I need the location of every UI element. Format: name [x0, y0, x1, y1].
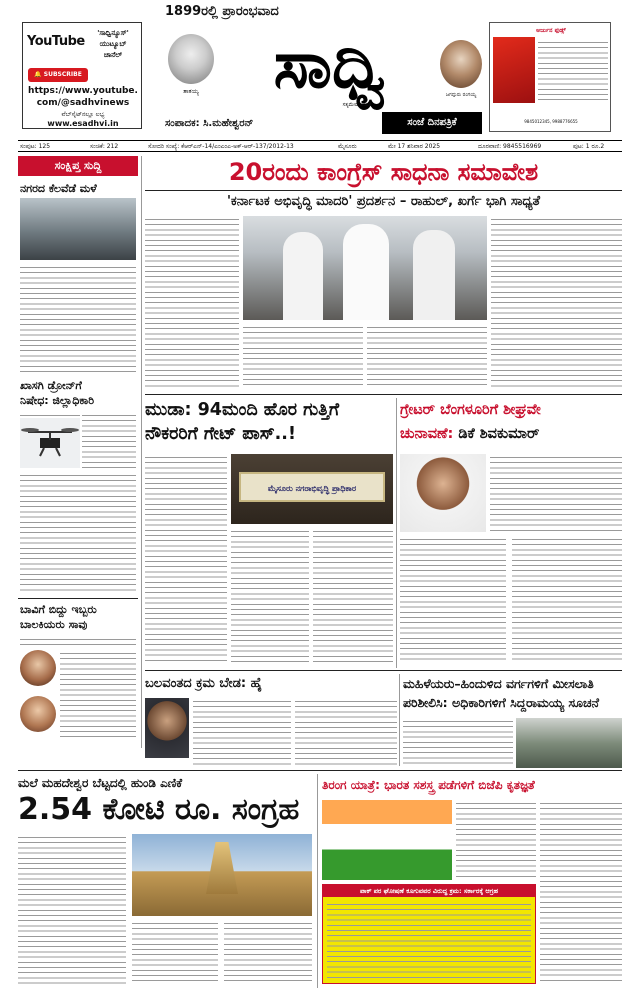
- evening-label: ಸಂಜೆ ದಿನಪತ್ರಿಕೆ: [407, 117, 457, 128]
- sidebar-story-3-lead: [20, 636, 136, 648]
- tiranga-text-col-3: [540, 800, 622, 984]
- flag-label: ಸತ್ಯಮೇವ ಜಯತೆ: [342, 102, 372, 108]
- tiranga-headline: ತಿರಂಗ ಯಾತ್ರೆ: ಭಾರತ ಸಶಸ್ತ್ರ ಪಡೆಗಳಿಗೆ ಬಿಜೆಪಿ ಕೃತಜ್ಞತೆ: [322, 778, 535, 792]
- promo-line-2: ಯುಟ್ಯೂಬ್: [99, 40, 127, 48]
- greater-text-col-2: [512, 536, 622, 664]
- hundi-headline-2: 2.54 ಕೋಟಿ ರೂ. ಸಂಗ್ರಹ: [18, 792, 300, 827]
- evening-banner: [382, 112, 482, 134]
- muda-story: [145, 398, 393, 668]
- volume: ಸಂಪುಟ: 125: [20, 143, 51, 150]
- bottom-rule: [18, 770, 622, 771]
- web-url[interactable]: www.esadhvi.in: [47, 119, 119, 128]
- sidebar-story-2-lead: [20, 412, 80, 416]
- lead-photo-figure-1: [283, 232, 323, 320]
- sidebar-story-2-title-line-2: ನಿಷೇಧ: ಜಿಲ್ಲಾಧಿಕಾರಿ: [20, 394, 94, 407]
- lead-text-col-4: [491, 216, 622, 388]
- muda-headline: [145, 398, 393, 448]
- issue: ಸಂಚಿಕೆ: 212: [90, 143, 119, 150]
- hundi-text-col-2: [132, 920, 218, 984]
- hc-rule: [399, 674, 400, 766]
- editor-line: ಸಂಪಾದಕ: ಸಿ.ಮಹೇಶ್ವರನ್: [165, 118, 254, 129]
- youtube-url[interactable]: [25, 85, 141, 109]
- youtube-logo-text: YouTube: [27, 34, 85, 49]
- women-headline-line-2: ಪರಿಶೀಲಿಸಿ: ಅಧಿಕಾರಿಗಳಿಗೆ ಸಿದ್ದರಾಮಯ್ಯ ಸೂಚನೆ: [403, 695, 599, 710]
- hc-story: [145, 674, 397, 748]
- drone-photo: [20, 418, 80, 468]
- newspaper-title: ಸಾಧ್ವಿ: [273, 25, 387, 103]
- women-headline: [403, 674, 622, 712]
- sidebar-header: [18, 156, 138, 176]
- lead-photo-figure-2: [343, 224, 389, 320]
- youtube-promo-box: [22, 22, 142, 129]
- women-photo: [516, 718, 622, 768]
- muda-text-col-2: [231, 528, 309, 664]
- sidebar-story-1-title: ನಗರದ ಕೆಲವೆಡೆ ಮಳೆ: [20, 182, 97, 195]
- hc-text-col-1: [193, 698, 291, 768]
- lead-rule: [145, 190, 622, 191]
- sidebar-divider: [18, 598, 138, 599]
- muda-sign-text: ಮೈಸೂರು ನಗರಾಭಿವೃದ್ಧಿ ಪ್ರಾಧಿಕಾರ: [267, 484, 357, 493]
- women-text-col-1: [403, 718, 513, 768]
- sidebar-story-3-title-line-2: ಬಾಲಕಿಯರು ಸಾವು: [20, 618, 88, 631]
- hc-photo: [145, 698, 189, 758]
- drone-icon: [20, 418, 80, 468]
- hundi-text-col-3: [224, 920, 312, 984]
- muda-sign-board: [239, 472, 385, 502]
- lead-text-col-3: [367, 324, 487, 388]
- muda-text-col-1: [145, 454, 227, 664]
- masthead: [0, 0, 640, 138]
- sidebar-story-2-title-line-1: ಖಾಸಗಿ ಡ್ರೋನ್‌ಗೆ: [20, 379, 82, 392]
- girl-photo-1: [20, 650, 56, 686]
- temple-photo: [132, 834, 312, 916]
- tiranga-story: [322, 774, 622, 988]
- advertisement[interactable]: [489, 22, 611, 132]
- ad-phone: 9845012345, 9988776655: [524, 119, 578, 124]
- sidebar-story-3-title-line-1: ಬಾವಿಗೆ ಬಿದ್ದು ಇಬ್ಬರು: [20, 603, 97, 616]
- tiranga-box-title: ಪಾಕ್ ಪರ ಘೋಷಣೆ ಕೂಗುವವರ ವಿರುದ್ಧ ಕ್ರಮ: ಸರ್ಕಾರಕ್ಕೆ ಆಗ್ರಹ: [323, 885, 535, 897]
- bottom-divider: [317, 774, 318, 988]
- greater-headline-line-1: ಗ್ರೇಟರ್ ಬೆಂಗಳೂರಿಗೆ ಶೀಘ್ರವೇ: [400, 402, 541, 418]
- tiranga-box-text: [327, 901, 531, 981]
- greater-text-col-1a: [490, 454, 622, 532]
- lead-headline-part-2: ಕಾಂಗ್ರೆಸ್ ಸಾಧನಾ ಸಮಾವೇಶ: [317, 158, 539, 186]
- sidebar-story-1-photo: [20, 198, 136, 260]
- temple-tower: [206, 842, 238, 894]
- tiranga-photo: [322, 800, 452, 880]
- ad-chilli-image: [493, 37, 535, 103]
- greater-headline-black: ಡಿಕೆ ಶಿವಕುಮಾರ್: [453, 426, 540, 442]
- youtube-url-line-1: https://www.youtube.: [28, 86, 138, 96]
- left-portrait-caption: ತಾತಯ್ಯ: [183, 88, 199, 95]
- dk-shivakumar-photo: [400, 454, 486, 532]
- muda-rule: [396, 398, 397, 668]
- lead-headline: [145, 156, 622, 188]
- muda-text-col-3: [313, 528, 393, 664]
- sidebar-story-3-title: [20, 602, 136, 632]
- registration: ಸೋದರಿ ಸಂಖ್ಯೆ: ಕೆಆರ್‌ಎನ್-14/ಎಂಎಂಎ-ಅಕ್-ಆರ್-137/2012-13: [148, 143, 294, 150]
- youtube-logo: [27, 30, 85, 56]
- lead-bottom-rule: [145, 394, 622, 395]
- muda-sign-photo: [231, 454, 393, 524]
- mid-rule: [145, 670, 622, 671]
- web-label: ವೆಬ್‌ಸೈಟ್‌ನಲ್ಲೂ ಲಭ್ಯ: [61, 111, 105, 118]
- women-headline-line-1: ಮಹಿಳೆಯರು–ಹಿಂದುಳಿದ ವರ್ಗಗಳಿಗೆ ಮೀಸಲಾತಿ: [403, 676, 594, 691]
- right-portrait: [440, 40, 482, 88]
- greater-headline: [400, 398, 622, 448]
- lead-subhead: 'ಕರ್ನಾಟಕ ಅಭಿವೃದ್ಧಿ ಮಾದರಿ' ಪ್ರದರ್ಶನ – ರಾಹುಲ್, ಖರ್ಗೆ ಭಾಗಿ ಸಾಧ್ಯತೆ: [226, 194, 541, 209]
- place: ಮೈಸೂರು: [338, 143, 357, 150]
- sidebar-story-2-text-side: [82, 412, 136, 472]
- hundi-text-col-1: [18, 834, 126, 984]
- girl-photo-2: [20, 696, 56, 732]
- muda-headline-line-1: ಮುಡಾ: 94ಮಂದಿ ಹೊರ ಗುತ್ತಿಗೆ: [145, 400, 340, 420]
- info-bar: [18, 140, 622, 152]
- hundi-story: [18, 774, 312, 988]
- pages: ಪುಟ: 1 ರೂ.2: [573, 143, 605, 150]
- subscribe-button[interactable]: [28, 68, 88, 82]
- hc-text-col-2: [295, 698, 397, 768]
- sidebar-story-2-text: [20, 472, 136, 594]
- greater-headline-red: ಚುನಾವಣೆ:: [400, 426, 454, 442]
- youtube-url-line-2: com/@sadhvinews: [36, 98, 130, 108]
- ad-text: [538, 39, 608, 103]
- lead-photo: [243, 216, 487, 320]
- phone: ದೂರವಾಣಿ: 9845516969: [478, 143, 542, 150]
- since-line: 1899ರಲ್ಲಿ ಪ್ರಾರಂಭವಾದ: [165, 4, 279, 19]
- lead-headline-part-1: 20ರಂದು: [228, 158, 318, 186]
- promo-line-3: ಚಾನೆಲ್: [103, 51, 123, 59]
- date: ಮೇ 17 ಶನಿವಾರ 2025: [388, 143, 441, 150]
- sidebar-rule: [141, 156, 142, 748]
- greater-text-col-1: [400, 536, 506, 664]
- lead-photo-figure-3: [413, 230, 455, 320]
- hundi-headline-1: ಮಲೆ ಮಹದೇಶ್ವರ ಬೆಟ್ಟದಲ್ಲಿ ಹುಂಡಿ ಎಣಿಕೆ: [18, 776, 183, 790]
- sidebar: [18, 156, 138, 746]
- tiranga-text-col-2: [456, 800, 536, 880]
- sidebar-header-label: ಸಂಕ್ಷಿಪ್ತ ಸುದ್ದಿ: [54, 159, 102, 172]
- promo-lines: [85, 28, 141, 68]
- sidebar-story-3-text: [60, 650, 136, 740]
- tiranga-box: [322, 884, 536, 984]
- right-portrait-caption: ಜಗದ್ಗುರು ರಂಗಯ್ಯ: [445, 92, 477, 98]
- bell-icon: 🔔: [34, 71, 42, 78]
- sidebar-story-1-text: [20, 264, 136, 372]
- ad-title: ಅರ್ಜುನ ಫುಡ್ಸ್: [536, 27, 566, 34]
- lead-story: [145, 156, 622, 392]
- subscribe-label: SUBSCRIBE: [43, 71, 82, 78]
- sidebar-story-2-title: [20, 378, 136, 408]
- greater-headline-line-2: [400, 422, 622, 446]
- greater-story: [400, 398, 622, 668]
- hc-headline: ಬಲವಂತದ ಕ್ರಮ ಬೇಡ: ಹೈ: [145, 676, 263, 691]
- lead-text-col-2: [243, 324, 363, 388]
- muda-headline-line-2: ನೌಕರರಿಗೆ ಗೇಟ್ ಪಾಸ್..!: [145, 424, 296, 444]
- lead-text-col-1: [145, 216, 239, 388]
- promo-line-1: 'ಸಾಧ್ವಿನ್ಯೂಸ್': [97, 29, 129, 37]
